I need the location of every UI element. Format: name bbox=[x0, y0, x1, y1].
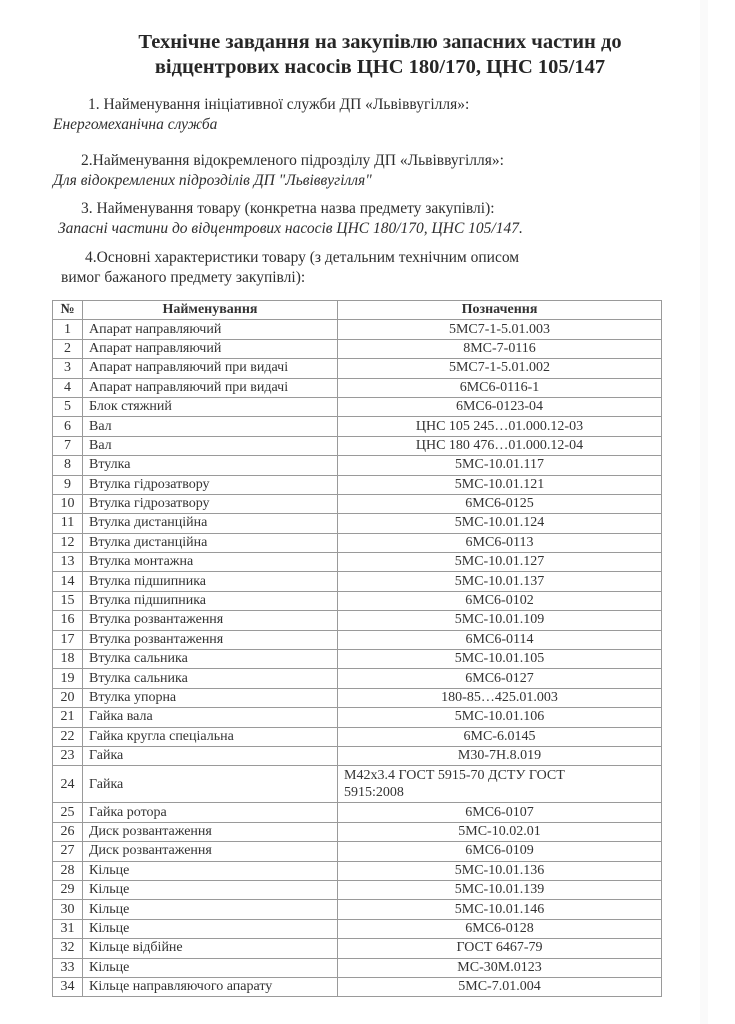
header-code: Позначення bbox=[338, 301, 662, 320]
part-designation: 6МС6-0114 bbox=[338, 630, 662, 649]
part-name: Диск розвантаження bbox=[83, 842, 338, 861]
table-header-row bbox=[53, 301, 662, 320]
table-row bbox=[53, 359, 662, 378]
row-number: 29 bbox=[53, 880, 83, 899]
row-number: 14 bbox=[53, 572, 83, 591]
row-number: 27 bbox=[53, 842, 83, 861]
header-name: Найменування bbox=[83, 301, 338, 320]
section-characteristics bbox=[55, 248, 519, 288]
part-designation: 5МС-10.01.109 bbox=[338, 611, 662, 630]
part-name: Втулка сальника bbox=[83, 650, 338, 669]
part-name: Втулка підшипника bbox=[83, 591, 338, 610]
part-designation: 6МС6-0109 bbox=[338, 842, 662, 861]
row-number: 26 bbox=[53, 822, 83, 841]
section-heading-line-2: вимог бажаного предмету закупівлі): bbox=[61, 269, 306, 286]
part-designation: 5МС-10.01.121 bbox=[338, 475, 662, 494]
part-name: Втулка упорна bbox=[83, 688, 338, 707]
part-designation: 6МС6-0128 bbox=[338, 919, 662, 938]
part-designation: 5МС-10.01.139 bbox=[338, 880, 662, 899]
row-number: 18 bbox=[53, 650, 83, 669]
part-name: Втулка розвантаження bbox=[83, 611, 338, 630]
section-heading: 2.Найменування відокремленого підрозділу ДП «Львіввугілля»: bbox=[81, 152, 504, 169]
table-row bbox=[53, 919, 662, 938]
table-row bbox=[53, 708, 662, 727]
row-number: 32 bbox=[53, 939, 83, 958]
row-number: 5 bbox=[53, 397, 83, 416]
table-row bbox=[53, 746, 662, 765]
part-name: Гайка кругла спеціальна bbox=[83, 727, 338, 746]
spare-parts-table bbox=[52, 300, 662, 997]
part-name: Кільце bbox=[83, 958, 338, 977]
header-num: № bbox=[53, 301, 83, 320]
table-row bbox=[53, 417, 662, 436]
table-row bbox=[53, 842, 662, 861]
part-name: Втулка дистанційна bbox=[83, 533, 338, 552]
section-value: Запасні частини до відцентрових насосів ЦНС 180/170, ЦНС 105/147. bbox=[58, 220, 523, 237]
row-number: 11 bbox=[53, 514, 83, 533]
section-heading-line-1: 4.Основні характеристики товару (з детальним технічним описом bbox=[85, 249, 520, 266]
part-name: Кільце направляючого апарату bbox=[83, 977, 338, 996]
section-heading: 1. Найменування ініціативної служби ДП «Львіввугілля»: bbox=[88, 96, 470, 113]
part-name: Кільце bbox=[83, 900, 338, 919]
part-name: Втулка bbox=[83, 456, 338, 475]
table-row bbox=[53, 803, 662, 822]
part-designation: 5МС-10.01.136 bbox=[338, 861, 662, 880]
document-title bbox=[60, 30, 700, 80]
row-number: 1 bbox=[53, 320, 83, 339]
table-row bbox=[53, 339, 662, 358]
row-number: 15 bbox=[53, 591, 83, 610]
part-name: Вал bbox=[83, 436, 338, 455]
part-designation: 5МС-10.01.106 bbox=[338, 708, 662, 727]
part-name: Гайка bbox=[83, 766, 338, 803]
part-name: Кільце bbox=[83, 919, 338, 938]
table-row bbox=[53, 630, 662, 649]
row-number: 10 bbox=[53, 494, 83, 513]
part-name: Втулка підшипника bbox=[83, 572, 338, 591]
row-number: 8 bbox=[53, 456, 83, 475]
part-designation: 6МС6-0116-1 bbox=[338, 378, 662, 397]
part-name: Гайка bbox=[83, 746, 338, 765]
part-designation: 6МС6-0123-04 bbox=[338, 397, 662, 416]
scan-edge-shadow bbox=[700, 0, 708, 1024]
row-number: 20 bbox=[53, 688, 83, 707]
table-row bbox=[53, 861, 662, 880]
part-name: Гайка ротора bbox=[83, 803, 338, 822]
row-number: 6 bbox=[53, 417, 83, 436]
table-row bbox=[53, 880, 662, 899]
row-number: 13 bbox=[53, 553, 83, 572]
table-row bbox=[53, 822, 662, 841]
section-value: Для відокремлених підрозділів ДП "Львіввугілля" bbox=[53, 172, 372, 189]
section-product-name bbox=[55, 199, 523, 239]
part-designation: М30-7Н.8.019 bbox=[338, 746, 662, 765]
row-number: 23 bbox=[53, 746, 83, 765]
table-row bbox=[53, 727, 662, 746]
table-row bbox=[53, 475, 662, 494]
row-number: 30 bbox=[53, 900, 83, 919]
table-row bbox=[53, 977, 662, 996]
row-number: 9 bbox=[53, 475, 83, 494]
row-number: 2 bbox=[53, 339, 83, 358]
section-subdivision bbox=[55, 151, 504, 191]
row-number: 21 bbox=[53, 708, 83, 727]
part-name: Кільце відбійне bbox=[83, 939, 338, 958]
part-designation: 5МС-10.01.137 bbox=[338, 572, 662, 591]
part-designation: 5МС-10.01.117 bbox=[338, 456, 662, 475]
table-row bbox=[53, 456, 662, 475]
part-designation: 5МС-10.02.01 bbox=[338, 822, 662, 841]
part-designation: 5МС7-1-5.01.002 bbox=[338, 359, 662, 378]
part-designation bbox=[338, 766, 662, 803]
table-row bbox=[53, 553, 662, 572]
part-designation: МС-30М.0123 bbox=[338, 958, 662, 977]
table-row bbox=[53, 533, 662, 552]
designation-line-1: М42х3.4 ГОСТ 5915-70 ДСТУ ГОСТ bbox=[344, 768, 565, 784]
part-name: Втулка сальника bbox=[83, 669, 338, 688]
part-designation: 8МС-7-0116 bbox=[338, 339, 662, 358]
part-name: Блок стяжний bbox=[83, 397, 338, 416]
part-designation: 5МС-10.01.124 bbox=[338, 514, 662, 533]
row-number: 4 bbox=[53, 378, 83, 397]
row-number: 28 bbox=[53, 861, 83, 880]
part-designation: 5МС-10.01.146 bbox=[338, 900, 662, 919]
part-designation: 6МС6-0102 bbox=[338, 591, 662, 610]
part-name: Втулка розвантаження bbox=[83, 630, 338, 649]
part-name: Втулка гідрозатвору bbox=[83, 475, 338, 494]
part-designation: ГОСТ 6467-79 bbox=[338, 939, 662, 958]
table-row bbox=[53, 688, 662, 707]
part-name: Апарат направляючий bbox=[83, 339, 338, 358]
row-number: 7 bbox=[53, 436, 83, 455]
row-number: 31 bbox=[53, 919, 83, 938]
table-row bbox=[53, 766, 662, 803]
part-designation: ЦНС 180 476…01.000.12-04 bbox=[338, 436, 662, 455]
row-number: 24 bbox=[53, 766, 83, 803]
row-number: 12 bbox=[53, 533, 83, 552]
section-initiating-service bbox=[55, 95, 469, 135]
part-name: Апарат направляючий при видачі bbox=[83, 359, 338, 378]
table-row bbox=[53, 397, 662, 416]
part-designation: 5МС-7.01.004 bbox=[338, 977, 662, 996]
part-name: Втулка монтажна bbox=[83, 553, 338, 572]
part-name: Апарат направляючий при видачі bbox=[83, 378, 338, 397]
part-designation: ЦНС 105 245…01.000.12-03 bbox=[338, 417, 662, 436]
section-heading: 3. Найменування товару (конкретна назва предмету закупівлі): bbox=[81, 200, 495, 217]
table-row bbox=[53, 669, 662, 688]
part-designation: 5МС-10.01.105 bbox=[338, 650, 662, 669]
table-row bbox=[53, 378, 662, 397]
part-designation: 6МС6-0107 bbox=[338, 803, 662, 822]
part-designation: 180-85…425.01.003 bbox=[338, 688, 662, 707]
table-row bbox=[53, 514, 662, 533]
part-name: Вал bbox=[83, 417, 338, 436]
part-designation: 5МС-10.01.127 bbox=[338, 553, 662, 572]
table-row bbox=[53, 900, 662, 919]
table-row bbox=[53, 958, 662, 977]
row-number: 22 bbox=[53, 727, 83, 746]
row-number: 17 bbox=[53, 630, 83, 649]
part-name: Гайка вала bbox=[83, 708, 338, 727]
table-row bbox=[53, 572, 662, 591]
row-number: 3 bbox=[53, 359, 83, 378]
row-number: 33 bbox=[53, 958, 83, 977]
row-number: 25 bbox=[53, 803, 83, 822]
table-row bbox=[53, 939, 662, 958]
part-name: Кільце bbox=[83, 861, 338, 880]
table-row bbox=[53, 611, 662, 630]
table-row bbox=[53, 650, 662, 669]
title-line-2: відцентрових насосів ЦНС 180/170, ЦНС 105/147 bbox=[154, 56, 606, 78]
table-row bbox=[53, 320, 662, 339]
part-name: Апарат направляючий bbox=[83, 320, 338, 339]
part-designation: 6МС6-0127 bbox=[338, 669, 662, 688]
part-name: Втулка дистанційна bbox=[83, 514, 338, 533]
section-value: Енергомеханічна служба bbox=[53, 116, 218, 133]
part-name: Втулка гідрозатвору bbox=[83, 494, 338, 513]
part-designation: 6МС6-0125 bbox=[338, 494, 662, 513]
row-number: 16 bbox=[53, 611, 83, 630]
row-number: 34 bbox=[53, 977, 83, 996]
table-row bbox=[53, 591, 662, 610]
table-row bbox=[53, 494, 662, 513]
part-name: Кільце bbox=[83, 880, 338, 899]
part-designation: 6МС-6.0145 bbox=[338, 727, 662, 746]
table-row bbox=[53, 436, 662, 455]
designation-line-2: 5915:2008 bbox=[344, 785, 404, 801]
title-line-1: Технічне завдання на закупівлю запасних частин до bbox=[138, 31, 622, 53]
row-number: 19 bbox=[53, 669, 83, 688]
part-designation: 6МС6-0113 bbox=[338, 533, 662, 552]
part-designation: 5МС7-1-5.01.003 bbox=[338, 320, 662, 339]
part-name: Диск розвантаження bbox=[83, 822, 338, 841]
